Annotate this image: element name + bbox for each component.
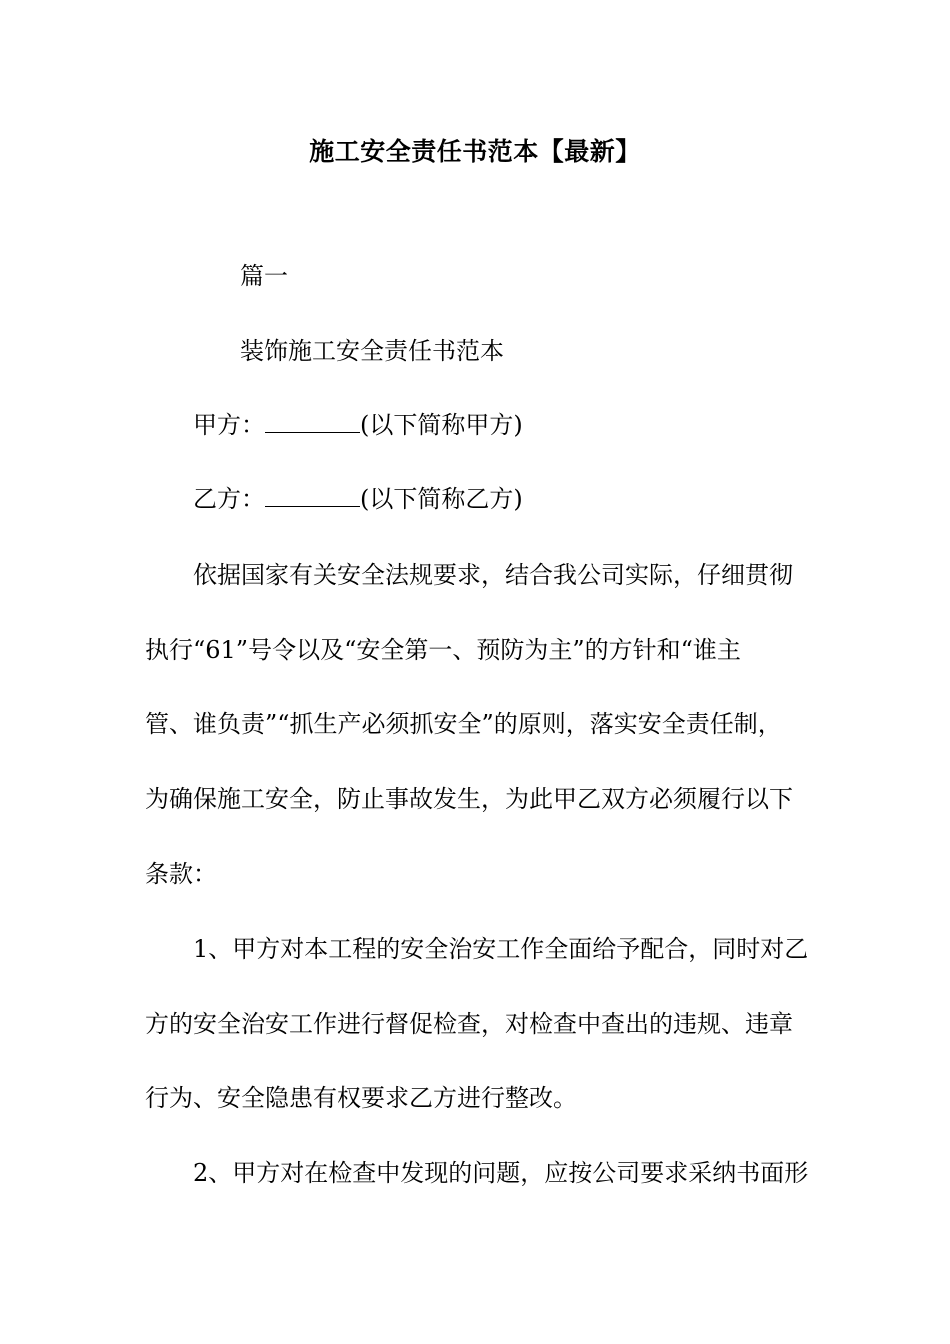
party-a-blank <box>265 410 360 433</box>
party-b-suffix: (以下简称乙方) <box>360 485 523 513</box>
intro-line-2: 执行“61”号令以及“安全第一、预防为主”的方针和“谁主 <box>145 636 741 664</box>
document-title: 施工安全责任书范本【最新】 <box>309 137 641 166</box>
document-subtitle: 装饰施工安全责任书范本 <box>240 337 504 365</box>
party-a-line <box>193 407 523 443</box>
party-b-line <box>193 481 523 517</box>
clause1-line-2: 方的安全治安工作进行督促检查，对检查中查出的违规、违章 <box>145 1010 793 1038</box>
clause1-line-3: 行为、安全隐患有权要求乙方进行整改。 <box>145 1084 577 1112</box>
intro-line-5: 条款： <box>145 860 217 888</box>
section-label: 篇一 <box>240 262 288 290</box>
clause1-line-1: 1、甲方对本工程的安全治安工作全面给予配合，同时对乙 <box>193 935 809 963</box>
intro-line-1: 依据国家有关安全法规要求，结合我公司实际，仔细贯彻 <box>193 561 793 589</box>
party-b-label: 乙方： <box>193 485 265 513</box>
intro-line-4: 为确保施工安全，防止事故发生，为此甲乙双方必须履行以下 <box>145 785 793 813</box>
party-a-suffix: (以下简称甲方) <box>360 411 523 439</box>
clause2-line-1: 2、甲方对在检查中发现的问题，应按公司要求采纳书面形 <box>193 1159 809 1187</box>
intro-line-3: 管、谁负责”“抓生产必须抓安全”的原则，落实安全责任制， <box>145 710 782 738</box>
party-b-blank <box>265 484 360 507</box>
party-a-label: 甲方： <box>193 411 265 439</box>
